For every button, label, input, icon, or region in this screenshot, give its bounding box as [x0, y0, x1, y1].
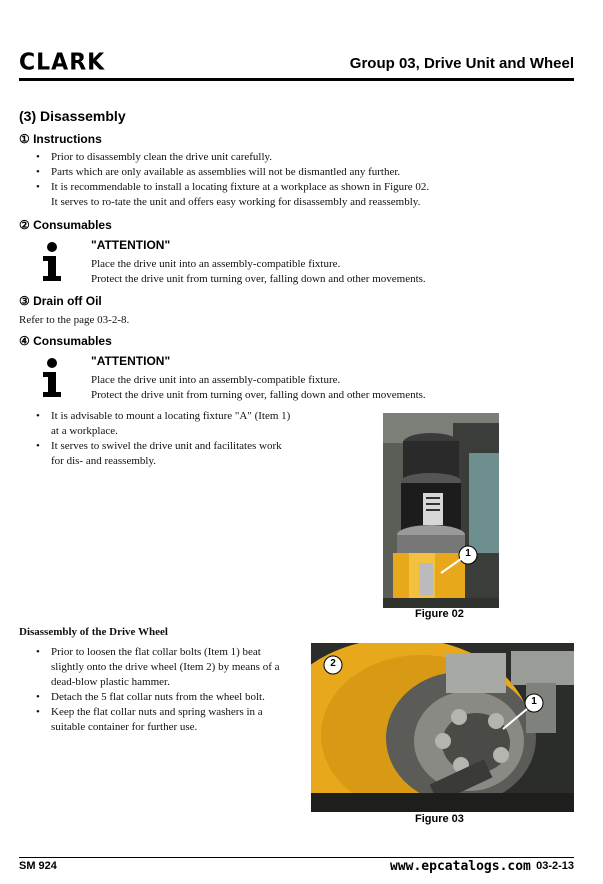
drive-unit-image	[383, 413, 499, 608]
list-item-line: It serves to ro-tate the unit and offers easy working for disassembly and reassembly.	[51, 196, 421, 208]
attention-label: "ATTENTION"	[91, 354, 171, 368]
figure-03-callout-2: 2	[330, 658, 336, 669]
fixture-list	[36, 409, 292, 469]
attention-line: Protect the drive unit from turning over, falling down and other movements.	[91, 273, 426, 285]
drive-wheel-heading: Disassembly of the Drive Wheel	[19, 626, 168, 638]
list-item: • Parts which are only available as assemblies will not be dismantled any further.	[36, 165, 516, 180]
footer-divider	[19, 857, 574, 858]
section-title: (3) Disassembly	[19, 108, 126, 124]
figure-02-caption: Figure 02	[415, 608, 464, 620]
consumables-heading: ② Consumables	[19, 218, 112, 232]
attention-line: Place the drive unit into an assembly-compatible fixture.	[91, 258, 341, 270]
figure-03-callout-1: 1	[531, 696, 537, 707]
figure-02-photo	[383, 413, 499, 608]
drive-wheel-list	[36, 645, 286, 735]
list-item: • Prior to loosen the flat collar bolts (Item 1) beat slightly onto the drive wheel (Item 2) by means of a dead-blow plastic hammer.	[36, 645, 286, 690]
info-icon	[40, 358, 64, 398]
list-item: • It is advisable to mount a locating fixture "A" (Item 1) at a workplace.	[36, 409, 292, 439]
header-divider	[19, 78, 574, 81]
footer-watermark-url[interactable]: www.epcatalogs.com	[390, 859, 531, 874]
manual-code: SM 924	[19, 860, 57, 872]
attention-text	[91, 257, 426, 287]
instructions-list	[36, 150, 516, 210]
clark-logo: CLARK	[19, 49, 106, 76]
figure-02-callout-1: 1	[465, 548, 471, 559]
list-item: • Detach the 5 flat collar nuts from the wheel bolt.	[36, 690, 286, 705]
figure-03-caption: Figure 03	[415, 813, 464, 825]
list-item-line: It is recommendable to install a locating fixture at a workplace as shown in Figure 02.	[51, 181, 430, 193]
instructions-heading: ① Instructions	[19, 132, 102, 146]
info-icon	[40, 242, 64, 282]
page-number: 03-2-13	[536, 860, 574, 872]
drain-oil-text: Refer to the page 03-2-8.	[19, 314, 130, 326]
attention-line: Place the drive unit into an assembly-compatible fixture.	[91, 374, 341, 386]
list-item	[36, 180, 516, 210]
list-item: • It serves to swivel the drive unit and facilitates work for dis- and reassembly.	[36, 439, 292, 469]
drive-wheel-image	[311, 643, 574, 812]
attention-label: "ATTENTION"	[91, 238, 171, 252]
attention-line: Protect the drive unit from turning over, falling down and other movements.	[91, 389, 426, 401]
drain-oil-heading: ③ Drain off Oil	[19, 294, 102, 308]
list-item: • Prior to disassembly clean the drive unit carefully.	[36, 150, 516, 165]
figure-03-photo	[311, 643, 574, 812]
page-group-title: Group 03, Drive Unit and Wheel	[349, 55, 574, 72]
consumables-heading-2: ④ Consumables	[19, 334, 112, 348]
list-item: • Keep the flat collar nuts and spring washers in a suitable container for further use.	[36, 705, 286, 735]
attention-text	[91, 373, 426, 403]
